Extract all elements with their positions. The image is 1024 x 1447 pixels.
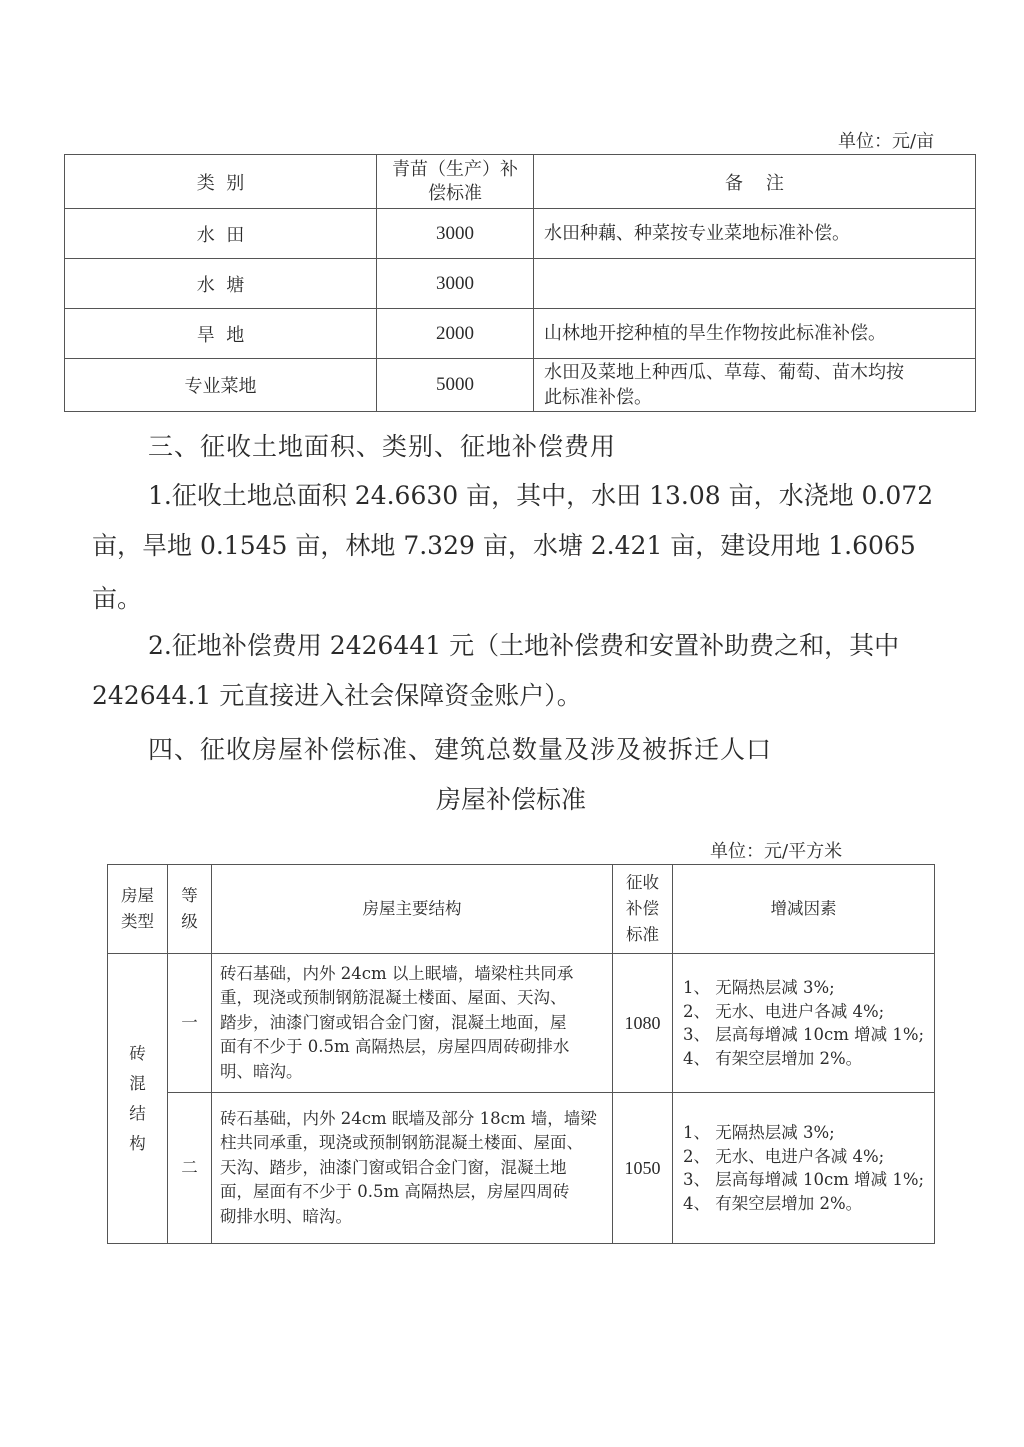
header-standard-line3: 标准 bbox=[626, 925, 659, 944]
row-category bbox=[65, 259, 377, 309]
structure-line: 踏步，油漆门窗或铝合金门窗，混凝土地面，屋 bbox=[220, 1012, 567, 1032]
structure-line: 重，现浇或预制钢筋混凝土楼面、屋面、天沟、 bbox=[220, 988, 567, 1008]
header-standard-line2: 补偿 bbox=[626, 899, 659, 918]
table-header-row bbox=[65, 155, 976, 209]
structure-cell bbox=[212, 954, 613, 1093]
section3-para2-line1: 2.征地补偿费用 2426441 元（土地补偿费和安置补助费之和，其中 bbox=[148, 631, 900, 660]
row-standard: 3000 bbox=[377, 209, 534, 259]
row-standard: 3000 bbox=[377, 259, 534, 309]
header-standard-line1: 青苗（生产）补 bbox=[392, 158, 518, 180]
header-standard bbox=[613, 865, 673, 954]
grade-cell: 一 bbox=[168, 954, 212, 1093]
house-type-char: 构 bbox=[129, 1133, 146, 1153]
structure-line: 面，屋面有不少于 0.5m 高隔热层，房屋四周砖 bbox=[220, 1182, 570, 1202]
structure-line: 面有不少于 0.5m 高隔热层，房屋四周砖砌排水 bbox=[220, 1037, 570, 1057]
table-row bbox=[65, 359, 976, 412]
row-standard: 2000 bbox=[377, 309, 534, 359]
section3-para2-line2: 242644.1 元直接进入社会保障资金账户）。 bbox=[92, 681, 582, 710]
table-row bbox=[65, 259, 976, 309]
factor-item: 4、 有架空层增加 2%。 bbox=[683, 1193, 863, 1213]
row-category bbox=[65, 309, 377, 359]
header-house-type bbox=[108, 865, 168, 954]
house-type-char: 砖 bbox=[129, 1043, 146, 1063]
structure-line: 明、暗沟。 bbox=[220, 1061, 303, 1081]
table-header-row bbox=[108, 865, 935, 954]
header-grade bbox=[168, 865, 212, 954]
factors-cell bbox=[673, 954, 935, 1093]
factor-item: 1、 无隔热层减 3%; bbox=[683, 1123, 835, 1142]
house-compensation-table bbox=[107, 864, 935, 1244]
house-type-cell bbox=[108, 954, 168, 1244]
row-remark: 山林地开挖种植的旱生作物按此标准补偿。 bbox=[534, 309, 976, 359]
structure-line: 砖石基础，内外 24cm 眠墙及部分 18cm 墙，墙梁 bbox=[220, 1108, 597, 1128]
section3-para1-line2: 亩，旱地 0.1545 亩，林地 7.329 亩，水塘 2.421 亩，建设用地 1.6065 bbox=[92, 531, 916, 560]
section3-para1-line3: 亩。 bbox=[92, 584, 143, 613]
structure-line: 砖石基础，内外 24cm 以上眠墙，墙梁柱共同承 bbox=[220, 963, 574, 983]
header-remarks bbox=[534, 155, 976, 209]
row-standard: 5000 bbox=[377, 359, 534, 412]
table1-unit-label: 单位：元/亩 bbox=[838, 131, 935, 152]
table-row bbox=[65, 209, 976, 259]
header-remarks-text: 备 注 bbox=[725, 172, 784, 194]
factor-item: 4、 有架空层增加 2%。 bbox=[683, 1048, 863, 1068]
row-remark: 水田种藕、种菜按专业菜地标准补偿。 bbox=[534, 209, 976, 259]
factor-item: 2、 无水、电进户各减 4%; bbox=[683, 1001, 885, 1021]
category-text: 旱 地 bbox=[196, 324, 245, 346]
house-type-char: 混 bbox=[129, 1073, 146, 1093]
table-row bbox=[108, 1093, 935, 1244]
structure-line: 天沟、踏步，油漆门窗或铝合金门窗，混凝土地 bbox=[220, 1157, 567, 1177]
header-standard-line1: 征收 bbox=[626, 873, 659, 892]
section3-heading: 三、征收土地面积、类别、征地补偿费用 bbox=[148, 432, 617, 461]
section3-para1-line1: 1.征收土地总面积 24.6630 亩，其中，水田 13.08 亩，水浇地 0.072 bbox=[148, 481, 934, 510]
header-category bbox=[65, 155, 377, 209]
house-type-char: 结 bbox=[129, 1103, 146, 1123]
structure-line: 砌排水明、暗沟。 bbox=[220, 1206, 352, 1226]
header-house-type-line1: 房屋 bbox=[121, 886, 154, 905]
structure-cell bbox=[212, 1093, 613, 1244]
header-structure: 房屋主要结构 bbox=[212, 865, 613, 954]
remark-line: 此标准补偿。 bbox=[544, 387, 652, 408]
row-remark bbox=[534, 259, 976, 309]
row-remark bbox=[534, 359, 976, 412]
header-house-type-line2: 类型 bbox=[121, 912, 154, 931]
standard-cell: 1050 bbox=[613, 1093, 673, 1244]
table-row bbox=[108, 954, 935, 1093]
header-grade-line2: 级 bbox=[181, 912, 198, 931]
header-standard bbox=[377, 155, 534, 209]
table2-unit-label: 单位：元/平方米 bbox=[710, 841, 843, 862]
category-text: 专业菜地 bbox=[184, 376, 257, 397]
section4-heading: 四、征收房屋补偿标准、建筑总数量及涉及被拆迁人口 bbox=[148, 735, 773, 764]
structure-line: 柱共同承重，现浇或预制钢筋混凝土楼面、屋面、 bbox=[220, 1133, 583, 1153]
grade-cell: 二 bbox=[168, 1093, 212, 1244]
row-category bbox=[65, 209, 377, 259]
category-text: 水 田 bbox=[196, 224, 245, 246]
header-standard-line2: 偿标准 bbox=[428, 182, 482, 204]
header-grade-line1: 等 bbox=[181, 886, 198, 905]
standard-cell: 1080 bbox=[613, 954, 673, 1093]
house-table-title: 房屋补偿标准 bbox=[436, 785, 587, 814]
remark-line: 水田及菜地上种西瓜、草莓、葡萄、苗木均按 bbox=[544, 362, 904, 383]
factor-item: 3、 层高每增减 10cm 增减 1%; bbox=[683, 1025, 925, 1044]
category-text: 水 塘 bbox=[196, 274, 245, 296]
factors-cell bbox=[673, 1093, 935, 1244]
factor-item: 2、 无水、电进户各减 4%; bbox=[683, 1146, 885, 1166]
row-category bbox=[65, 359, 377, 412]
header-category-text: 类 别 bbox=[196, 172, 245, 194]
crop-compensation-table bbox=[64, 154, 976, 412]
header-factors: 增减因素 bbox=[673, 865, 935, 954]
table-row bbox=[65, 309, 976, 359]
factor-item: 3、 层高每增减 10cm 增减 1%; bbox=[683, 1170, 925, 1189]
factor-item: 1、 无隔热层减 3%; bbox=[683, 978, 835, 997]
